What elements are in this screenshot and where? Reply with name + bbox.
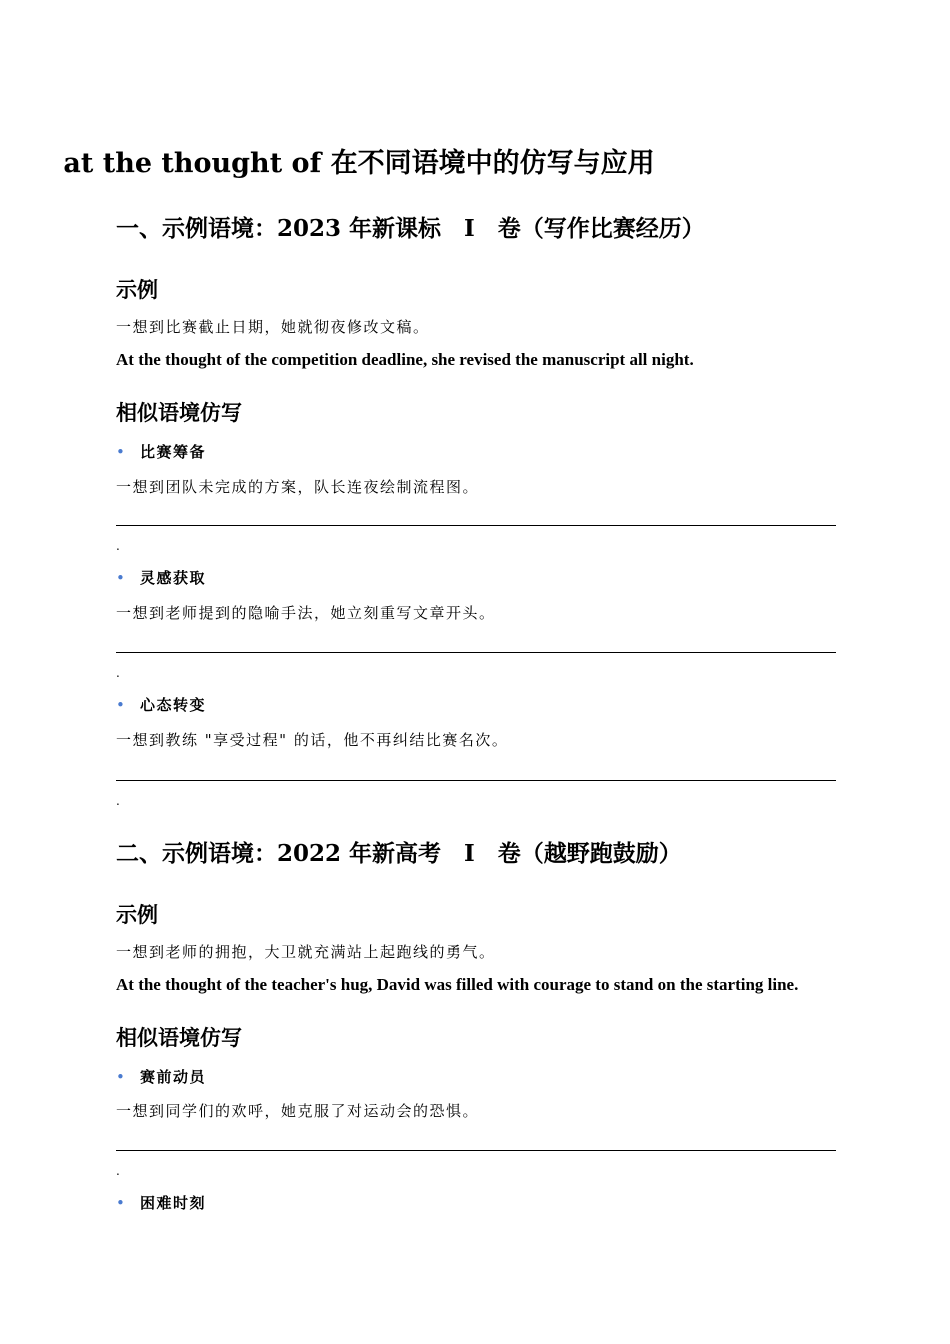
section-1-item-3-label: • 心态转变 bbox=[116, 696, 207, 714]
section-1-example-chinese: 一想到比赛截止日期，她就彻夜修改文稿。 bbox=[116, 318, 430, 336]
section-1-item-2-answer-end: . bbox=[116, 666, 120, 680]
section-1-item-2-label: • 灵感获取 bbox=[116, 569, 207, 587]
section-1-item-3-answer-line[interactable] bbox=[116, 780, 836, 781]
section-2-example-english: At the thought of the teacher's hug, David was filled with courage to stand on the starting line. bbox=[116, 975, 799, 994]
section-2-example-heading: 示例 bbox=[116, 902, 158, 927]
section-1-item-1-prompt: 一想到团队未完成的方案，队长连夜绘制流程图。 bbox=[116, 478, 480, 496]
section-1-item-1-label: • 比赛筹备 bbox=[116, 443, 207, 461]
section-2-heading: 二、示例语境：2022 年新高考 Ⅰ 卷（越野跑鼓励） bbox=[116, 840, 682, 867]
section-1-item-1-answer-end: . bbox=[116, 539, 120, 553]
bullet-icon: • bbox=[116, 696, 127, 714]
section-2-item-1-answer-line[interactable] bbox=[116, 1150, 836, 1151]
section-1-example-english: At the thought of the competition deadline, she revised the manuscript all night. bbox=[116, 350, 694, 369]
section-1-item-2-prompt: 一想到老师提到的隐喻手法，她立刻重写文章开头。 bbox=[116, 604, 496, 622]
section-2-practice-heading: 相似语境仿写 bbox=[116, 1025, 242, 1050]
section-2-item-1-prompt: 一想到同学们的欢呼，她克服了对运动会的恐惧。 bbox=[116, 1102, 480, 1120]
section-2-example-chinese: 一想到老师的拥抱，大卫就充满站上起跑线的勇气。 bbox=[116, 943, 496, 961]
section-1-item-1-answer-line[interactable] bbox=[116, 525, 836, 526]
bullet-icon: • bbox=[116, 443, 127, 461]
section-1-item-3-answer-end: . bbox=[116, 794, 120, 808]
section-2-item-1-answer-end: . bbox=[116, 1164, 120, 1178]
section-1-item-3-prompt: 一想到教练 "享受过程" 的话，他不再纠结比赛名次。 bbox=[116, 731, 509, 749]
section-2-item-1-label: • 赛前动员 bbox=[116, 1068, 207, 1086]
bullet-icon: • bbox=[116, 569, 127, 587]
section-1-practice-heading: 相似语境仿写 bbox=[116, 400, 242, 425]
bullet-icon: • bbox=[116, 1068, 127, 1086]
section-1-example-heading: 示例 bbox=[116, 277, 158, 302]
section-2-item-2-label: • 困难时刻 bbox=[116, 1194, 207, 1212]
document-title: at the thought of 在不同语境中的仿写与应用 bbox=[63, 148, 655, 179]
bullet-icon: • bbox=[116, 1194, 127, 1212]
section-1-item-2-answer-line[interactable] bbox=[116, 652, 836, 653]
section-1-heading: 一、示例语境：2023 年新课标 Ⅰ 卷（写作比赛经历） bbox=[116, 215, 705, 242]
